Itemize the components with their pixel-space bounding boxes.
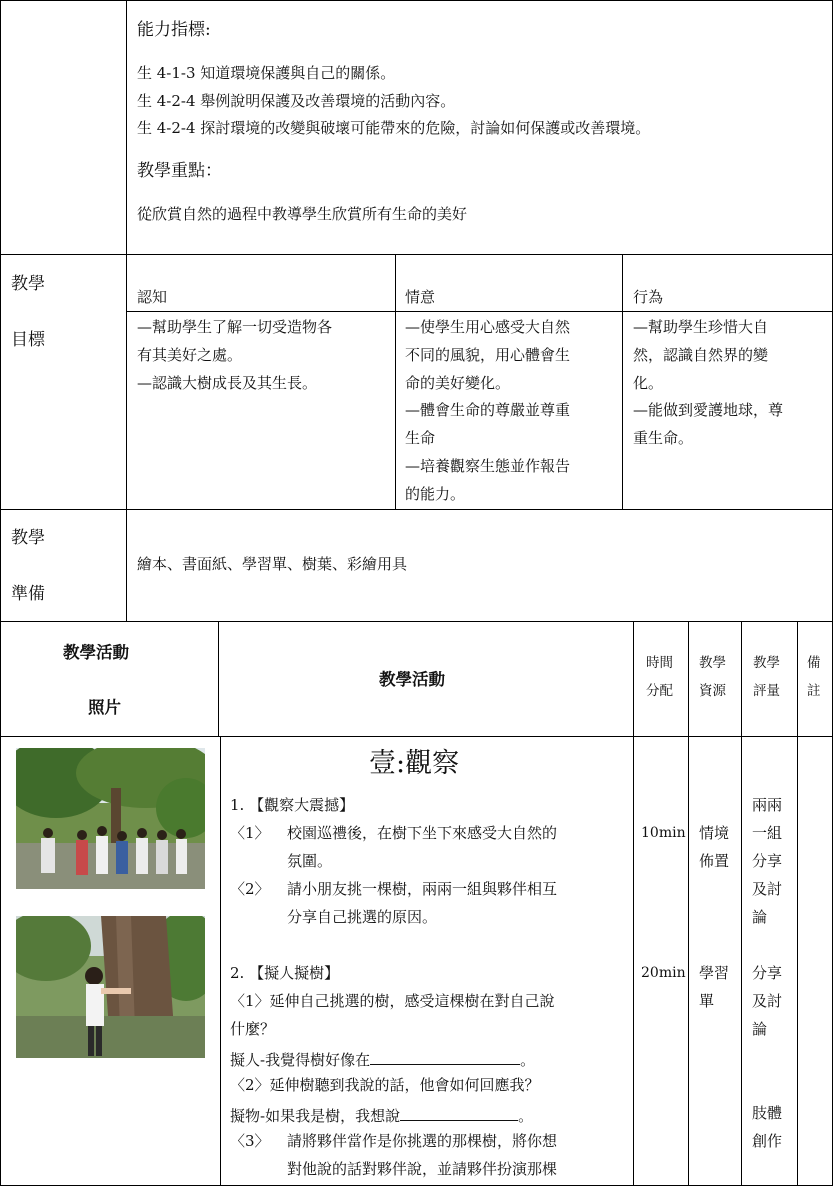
notes-header: 註: [807, 683, 821, 699]
activity2-prompt1: [230, 1050, 535, 1068]
activity1-title: 1. 【觀察大震撼】: [230, 796, 355, 814]
objectives-label-1: 教學: [11, 274, 45, 294]
activity2-step1-line: 什麼？: [230, 1020, 276, 1038]
objectives-label-2: 目標: [11, 330, 45, 350]
evaluation-2: 分享: [752, 964, 783, 982]
activity1-step2-line: 分享自己挑選的原因。: [287, 908, 438, 926]
cognitive-line: —認識大樹成長及其生長。: [137, 374, 318, 392]
photo-header-line2: 照片: [88, 698, 121, 717]
behavior-line: 重生命。: [633, 429, 694, 447]
affective-line: 不同的風貌，用心體會生: [405, 346, 571, 364]
affective-line: 生命: [405, 429, 436, 447]
evaluation-1: 及討: [752, 880, 783, 898]
evaluation-2: 及討: [752, 992, 783, 1010]
cognitive-header: 認知: [137, 288, 168, 306]
activity2-step3-num: 〈3〉: [230, 1132, 270, 1150]
activity-header: 教學活動: [379, 670, 445, 689]
photo-students-under-trees: [16, 748, 205, 889]
activity1-step1-num: 〈1〉: [230, 824, 270, 842]
evaluation-1: 一組: [752, 824, 783, 842]
behavior-header: 行為: [633, 288, 664, 306]
affective-line: —體會生命的尊嚴並尊重: [405, 401, 571, 419]
period: 。: [520, 1051, 536, 1069]
behavior-line: —幫助學生珍惜大自: [633, 318, 769, 336]
focus-heading: 教學重點：: [137, 161, 222, 181]
evaluation-1: 兩兩: [752, 796, 783, 814]
period: 。: [518, 1107, 534, 1125]
affective-line: —使學生用心感受大自然: [405, 318, 571, 336]
preparation-label-1: 教學: [11, 528, 45, 548]
time-value-2: 20min: [641, 965, 686, 981]
activity1-step2-line: 請小朋友挑一棵樹，兩兩一組與夥伴相互: [287, 880, 558, 898]
evaluation-header: 教學: [753, 655, 780, 671]
activity1-step1-line: 校園巡禮後，在樹下坐下來感受大自然的: [287, 824, 558, 842]
evaluation-3: 創作: [752, 1132, 783, 1150]
evaluation-2: 論: [752, 1020, 768, 1038]
preparation-text: 繪本、書面紙、學習單、樹葉、彩繪用具: [137, 555, 408, 573]
behavior-line: 然，認識自然界的變: [633, 346, 769, 364]
cognitive-line: —幫助學生了解一切受造物各: [137, 318, 333, 336]
affective-line: 命的美好變化。: [405, 374, 511, 392]
notes-header: 備: [807, 655, 821, 671]
evaluation-1: 分享: [752, 852, 783, 870]
activity2-step3-line: 請將夥伴當作是你挑選的那棵樹，將你想: [287, 1132, 558, 1150]
behavior-line: 化。: [633, 374, 664, 392]
evaluation-1: 論: [752, 908, 768, 926]
evaluation-header: 評量: [753, 683, 780, 699]
activity2-step2: 〈2〉延伸樹聽到我說的話，他會如何回應我？: [230, 1076, 540, 1094]
behavior-line: —能做到愛護地球，尊: [633, 401, 784, 419]
activity1-step1-line: 氛圍。: [287, 852, 333, 870]
ability-item-1: 生 4-1-3 知道環境保護與自己的關係。: [137, 64, 396, 82]
focus-text: 從欣賞自然的過程中教導學生欣賞所有生命的美好: [137, 205, 468, 223]
photo-child-hugging-tree: [16, 916, 205, 1058]
ability-item-3: 生 4-2-4 探討環境的改變與破壞可能帶來的危險，討論如何保護或改善環境。: [137, 119, 651, 137]
activity2-prompt1-text: 擬人-我覺得樹好像在: [230, 1051, 371, 1069]
ability-heading: 能力指標:: [137, 20, 211, 40]
activity2-title: 2. 【擬人擬樹】: [230, 964, 340, 982]
evaluation-3: 肢體: [752, 1104, 783, 1122]
fill-in-blank[interactable]: [370, 1050, 520, 1065]
time-header: 時間: [646, 655, 673, 671]
activity2-step1-line: 〈1〉延伸自己挑選的樹，感受這棵樹在對自己說: [230, 992, 555, 1010]
activity1-step2-num: 〈2〉: [230, 880, 270, 898]
resource-1: 佈置: [699, 852, 730, 870]
cognitive-line: 有其美好之處。: [137, 346, 243, 364]
time-header: 分配: [646, 683, 673, 699]
affective-line: —培養觀察生態並作報告: [405, 457, 571, 475]
resource-header: 教學: [699, 655, 726, 671]
resource-2: 學習: [699, 964, 730, 982]
fill-in-blank[interactable]: [400, 1106, 518, 1121]
activity2-prompt2-text: 擬物-如果我是樹，我想說: [230, 1107, 401, 1125]
ability-item-2: 生 4-2-4 舉例說明保護及改善環境的活動內容。: [137, 92, 456, 110]
affective-line: 的能力。: [405, 485, 466, 503]
activity2-prompt2: [230, 1106, 533, 1124]
section-title: 壹:觀察: [369, 748, 460, 779]
resource-1: 情境: [699, 824, 730, 842]
preparation-label-2: 準備: [11, 584, 45, 604]
photo-header-line1: 教學活動: [63, 643, 129, 662]
activity2-step3-line: 對他說的話對夥伴說，並請夥伴扮演那棵: [287, 1160, 558, 1178]
affective-header: 情意: [405, 288, 436, 306]
resource-header: 資源: [699, 683, 726, 699]
resource-2: 單: [699, 992, 715, 1010]
time-value-1: 10min: [641, 825, 686, 841]
